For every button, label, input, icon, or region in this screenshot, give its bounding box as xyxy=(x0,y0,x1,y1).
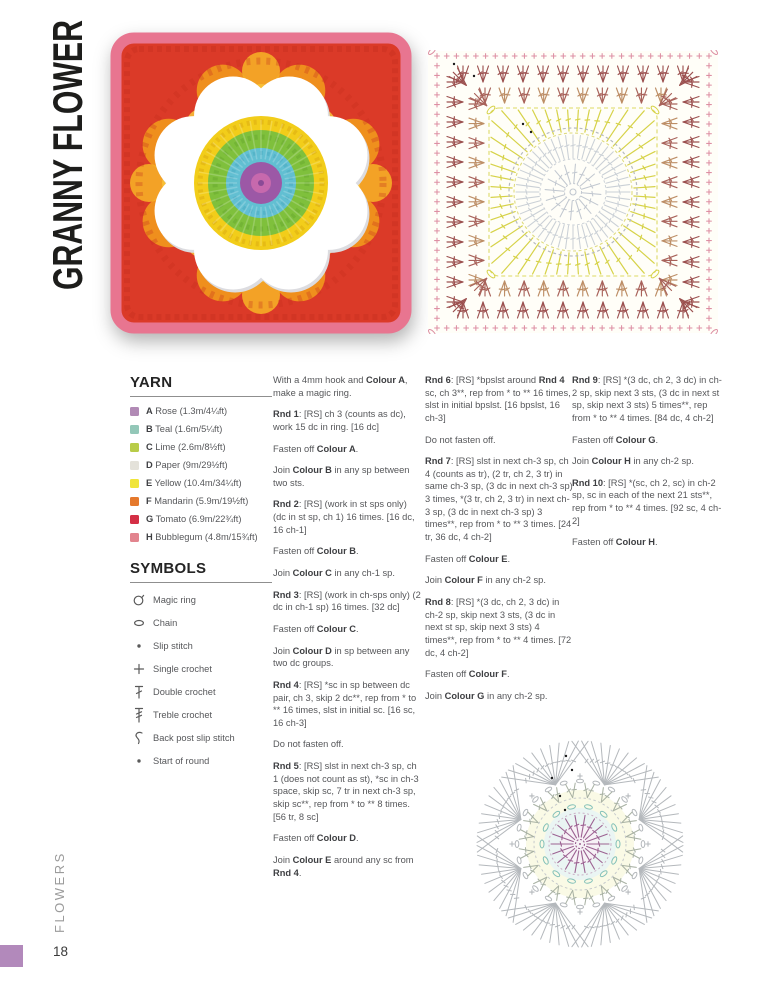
section-label: FLOWERS xyxy=(52,851,67,933)
symbols-section xyxy=(130,558,272,769)
yarn-label: F Mandarin (5.9m/19½ft) xyxy=(146,496,249,506)
instruction-paragraph: Fasten off Colour A. xyxy=(273,443,359,454)
symbol-item xyxy=(130,638,272,654)
yarn-section xyxy=(130,372,272,542)
symbol-item xyxy=(130,753,272,769)
instruction-paragraph: Fasten off Colour D. xyxy=(273,833,359,844)
instruction-paragraph: Fasten off Colour G. xyxy=(572,434,659,445)
instruction-paragraph: Rnd 5: [RS] slst in next ch-3 sp, ch 1 (does not count as st), *sc in ch-3 space, skip sc, 7 tr in next ch-3 sp, skip sc**, rep from * to ** 8 times. [56 tr, 8 sc] xyxy=(273,761,419,822)
yarn-label: B Teal (1.6m/5¼ft) xyxy=(146,424,223,434)
symbols-heading: SYMBOLS xyxy=(130,558,272,583)
yarn-item xyxy=(130,532,272,542)
symbol-label: Treble crochet xyxy=(153,710,213,720)
instruction-paragraph: Rnd 9: [RS] *(3 dc, ch 2, 3 dc) in ch-2 sp, skip next 3 sts, (3 dc in next st sp, skip next 3 sts) 5 times**, rep from * to ** 4 times. [84 dc, 4 ch-2] xyxy=(572,375,722,423)
yarn-item xyxy=(130,460,272,470)
yarn-item xyxy=(130,478,272,488)
instruction-paragraph: With a 4mm hook and Colour A, make a magic ring. xyxy=(273,375,408,398)
symbol-label: Double crochet xyxy=(153,687,216,697)
yarn-label: G Tomato (6.9m/22¾ft) xyxy=(146,514,242,524)
symbol-item xyxy=(130,592,272,608)
instruction-paragraph: Join Colour G in any ch-2 sp. xyxy=(425,690,548,701)
symbol-item xyxy=(130,684,272,700)
symbol-label: Single crochet xyxy=(153,664,212,674)
instruction-paragraph: Rnd 7: [RS] slst in next ch-3 sp, ch 4 (counts as tr), (2 tr, ch 2, 3 tr) in same ch-3 sp, (3 dc in next ch-3 sp) 3 times, *(3 tr, ch 2, 3 tr) in next ch-3 sp, (3 dc in next ch-3 sp) 3 times**, rep from * to ** 3 times. [24 tr, 36 dc, 4 ch-2] xyxy=(425,456,573,543)
instructions-column-1 xyxy=(273,374,421,888)
magic-ring-icon xyxy=(130,592,147,608)
instruction-paragraph: Join Colour F in any ch-2 sp. xyxy=(425,575,546,586)
instruction-paragraph: Fasten off Colour B. xyxy=(273,546,359,557)
instructions-column-2 xyxy=(425,374,573,711)
back-post-slip-stitch-icon xyxy=(130,730,147,746)
symbol-item xyxy=(130,615,272,631)
page-title: GRANNY FLOWER xyxy=(44,20,91,290)
instruction-paragraph: Join Colour B in any sp between two sts. xyxy=(273,465,410,488)
flower-motif-chart xyxy=(448,730,716,960)
granny-flower-photo xyxy=(110,32,412,334)
page-number: 18 xyxy=(53,944,69,959)
chain-icon xyxy=(130,615,147,631)
symbol-label: Slip stitch xyxy=(153,641,193,651)
yarn-label: C Lime (2.6m/8½ft) xyxy=(146,442,226,452)
double-crochet-icon xyxy=(130,684,147,700)
slip-stitch-icon xyxy=(130,638,147,654)
granny-square-chart xyxy=(427,50,719,334)
symbol-item xyxy=(130,707,272,723)
instruction-paragraph: Join Colour C in any ch-1 sp. xyxy=(273,568,395,579)
yarn-label: A Rose (1.3m/4¼ft) xyxy=(146,406,228,416)
yarn-swatch-paper xyxy=(130,461,139,470)
instruction-paragraph: Rnd 10: [RS] *(sc, ch 2, sc) in ch-2 sp, sc in each of the next 21 sts**, rep from * to ** 4 times. [92 sc, 4 ch-2] xyxy=(572,477,722,526)
yarn-item xyxy=(130,442,272,452)
single-crochet-icon xyxy=(130,661,147,677)
yarn-item xyxy=(130,496,272,506)
instruction-paragraph: Fasten off Colour E. xyxy=(425,553,511,564)
yarn-swatch-yellow xyxy=(130,479,139,488)
symbol-label: Back post slip stitch xyxy=(153,733,235,743)
instruction-paragraph: Do not fasten off. xyxy=(273,739,344,750)
section-color-tab xyxy=(0,945,23,967)
yarn-label: D Paper (9m/29½ft) xyxy=(146,460,228,470)
yarn-swatch-teal xyxy=(130,425,139,434)
yarn-swatch-rose xyxy=(130,407,139,416)
yarn-item xyxy=(130,406,272,416)
instruction-paragraph: Fasten off Colour F. xyxy=(425,669,510,680)
instruction-paragraph: Rnd 8: [RS] *(3 dc, ch 2, 3 dc) in ch-2 sp, skip next 3 sts, (3 dc in next st sp, skip next 3 sts) 4 times**, rep from * to ** 4 times. [72 dc, 4 ch-2] xyxy=(425,596,572,658)
start-of-round-icon xyxy=(130,753,147,769)
yarn-heading: YARN xyxy=(130,372,272,397)
yarn-swatch-bubblegum xyxy=(130,533,139,542)
symbol-item xyxy=(130,730,272,746)
materials-sidebar xyxy=(130,372,272,776)
instruction-paragraph: Rnd 6: [RS] *bpslst around Rnd 4 sc, ch 3**, rep from * to ** 16 times, slst in initial bpslst. [16 bpslst, 16 ch-3] xyxy=(425,375,571,423)
instruction-paragraph: Do not fasten off. xyxy=(425,434,496,445)
instruction-paragraph: Rnd 1: [RS] ch 3 (counts as dc), work 15 dc in ring. [16 dc] xyxy=(273,409,406,432)
yarn-label: E Yellow (10.4m/34¼ft) xyxy=(146,478,242,488)
yarn-item xyxy=(130,424,272,434)
yarn-item xyxy=(130,514,272,524)
instruction-paragraph: Rnd 4: [RS] *sc in sp between dc pair, ch 3, skip 2 dc**, rep from * to ** 16 times, slst in initial sc. [16 sc, 16 ch-3] xyxy=(273,679,417,728)
instruction-paragraph: Fasten off Colour H. xyxy=(572,537,658,548)
symbol-label: Start of round xyxy=(153,756,210,766)
yarn-swatch-lime xyxy=(130,443,139,452)
instruction-paragraph: Rnd 2: [RS] (work in st sps only) (dc in st sp, ch 1) 16 times. [16 dc, 16 ch-1] xyxy=(273,499,415,535)
yarn-swatch-mandarin xyxy=(130,497,139,506)
symbol-label: Magic ring xyxy=(153,595,196,605)
yarn-swatch-tomato xyxy=(130,515,139,524)
instruction-paragraph: Fasten off Colour C. xyxy=(273,623,359,634)
instructions-column-3 xyxy=(572,374,724,558)
instruction-paragraph: Join Colour D in sp between any two dc groups. xyxy=(273,645,410,669)
treble-crochet-icon xyxy=(130,707,147,723)
symbol-item xyxy=(130,661,272,677)
yarn-label: H Bubblegum (4.8m/15¾ft) xyxy=(146,532,258,542)
instruction-paragraph: Join Colour E around any sc from Rnd 4. xyxy=(273,854,414,878)
symbol-label: Chain xyxy=(153,618,178,628)
instruction-paragraph: Join Colour H in any ch-2 sp. xyxy=(572,456,694,467)
instruction-paragraph: Rnd 3: [RS] (work in ch-sps only) (2 dc in ch-1 sp) 16 times. [32 dc] xyxy=(273,589,421,613)
